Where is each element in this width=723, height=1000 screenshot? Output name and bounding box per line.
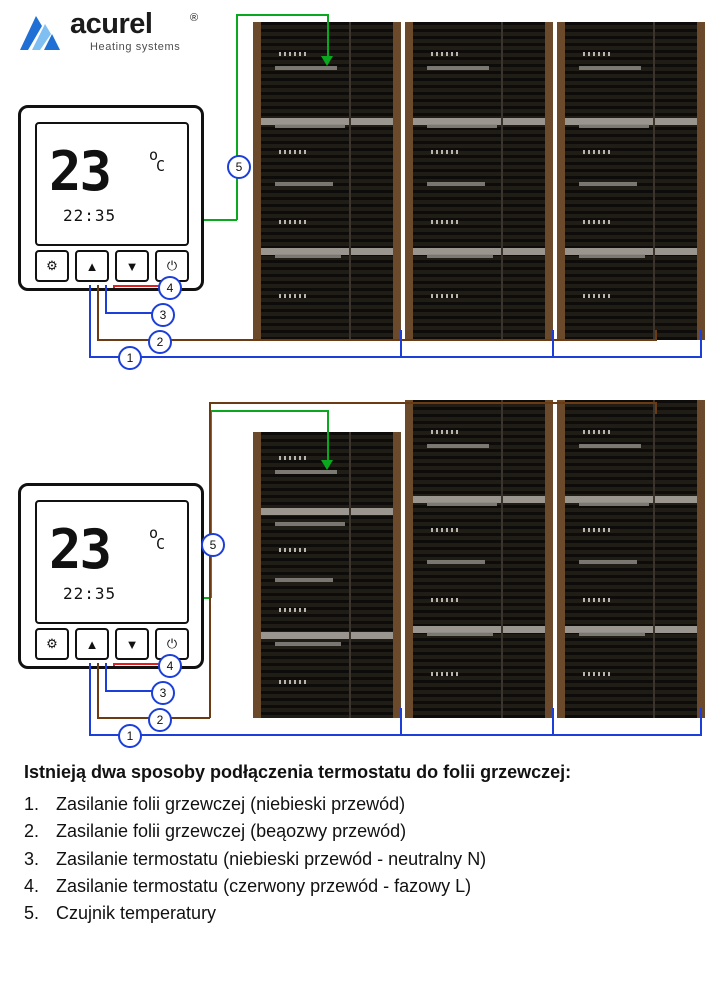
mat-dots — [431, 430, 461, 434]
film-wire-brown — [210, 402, 657, 404]
brand-logo — [18, 8, 218, 68]
film-wire-brown — [655, 330, 657, 340]
mat-print — [579, 182, 637, 186]
mat-print — [427, 254, 493, 258]
mat-print — [579, 66, 641, 70]
temperature-unit: C — [156, 157, 166, 175]
mat-divider — [501, 400, 503, 718]
callout-2: 2 — [148, 708, 172, 732]
mat-dots — [279, 548, 309, 552]
heating-film-mat — [557, 400, 705, 718]
brand-name: acurel — [70, 8, 153, 40]
mat-dots — [583, 430, 613, 434]
degree-symbol: o — [149, 524, 159, 542]
mat-dots — [583, 598, 613, 602]
clock-value: 22:35 — [63, 584, 117, 603]
mat-dots — [279, 150, 309, 154]
film-wire-blue — [552, 708, 554, 735]
legend-item — [24, 873, 704, 900]
mat-edge-right — [697, 22, 705, 340]
power-wire-red — [113, 285, 160, 287]
power-wire-blue — [105, 312, 152, 314]
callout-5: 5 — [201, 533, 225, 557]
thermostat-top[interactable] — [18, 105, 204, 291]
sensor-wire-green — [327, 14, 329, 58]
power-wire-blue — [105, 690, 152, 692]
mat-print — [579, 502, 649, 506]
mat-print — [579, 254, 645, 258]
brand-registered: ® — [190, 12, 199, 24]
mat-print — [427, 502, 497, 506]
mat-print — [275, 470, 337, 474]
legend-item-number: 5. — [24, 903, 40, 924]
down-button[interactable]: ▼ — [115, 628, 149, 660]
mat-divider — [349, 22, 351, 340]
mat-print — [579, 444, 641, 448]
mat-print — [579, 124, 649, 128]
up-button[interactable]: ▲ — [75, 250, 109, 282]
callout-1: 1 — [118, 346, 142, 370]
mat-print — [579, 632, 645, 636]
heating-film-mat — [557, 22, 705, 340]
legend-item-number: 2. — [24, 821, 40, 842]
mat-edge-left — [405, 400, 413, 718]
film-wire-blue — [700, 708, 702, 735]
mat-dots — [431, 528, 461, 532]
mat-divider — [653, 22, 655, 340]
callout-5: 5 — [227, 155, 251, 179]
mat-dots — [583, 672, 613, 676]
sensor-wire-green — [327, 410, 329, 462]
up-button[interactable]: ▲ — [75, 628, 109, 660]
heating-film-mat — [253, 432, 401, 718]
power-wire-blue — [105, 663, 107, 690]
mat-dots — [583, 150, 613, 154]
mat-dots — [583, 294, 613, 298]
mat-print — [427, 182, 485, 186]
mat-print — [275, 522, 345, 526]
sensor-wire-green — [236, 14, 238, 220]
legend-item-number: 1. — [24, 794, 40, 814]
mat-print — [275, 124, 345, 128]
mat-print — [579, 560, 637, 564]
power-button[interactable]: ⏻ — [155, 250, 189, 282]
sensor-arrow-icon — [321, 56, 333, 66]
legend-item-text: Zasilanie folii grzewczej (beąozwy przewód) — [56, 821, 407, 842]
film-wire-brown — [655, 402, 657, 414]
film-wire-blue — [89, 734, 702, 736]
legend-item — [24, 818, 704, 845]
legend-item — [24, 846, 704, 873]
film-wire-blue — [400, 330, 402, 357]
legend-item-text: Czujnik temperatury — [56, 903, 217, 924]
legend-title: Istnieją dwa sposoby podłączenia termostatu do folii grzewczej: — [24, 762, 572, 782]
mat-divider — [653, 400, 655, 718]
sensor-wire-green — [236, 14, 328, 16]
mat-print — [275, 642, 341, 646]
heating-film-mat — [253, 22, 401, 340]
clock-value: 22:35 — [63, 206, 117, 225]
callout-4: 4 — [158, 276, 182, 300]
temperature-value: 23 — [49, 140, 111, 203]
mat-print — [275, 182, 333, 186]
mat-dots — [279, 680, 309, 684]
film-wire-blue — [89, 285, 91, 357]
legend-item-number: 4. — [24, 876, 40, 897]
mat-core — [261, 432, 393, 718]
legend-item-number: 3. — [24, 848, 40, 869]
mat-busbar — [261, 632, 393, 639]
mat-dots — [583, 220, 613, 224]
film-wire-brown — [97, 339, 657, 341]
mat-dots — [279, 456, 309, 460]
callout-4: 4 — [158, 654, 182, 678]
callout-3: 3 — [151, 303, 175, 327]
film-wire-blue — [400, 708, 402, 735]
film-wire-brown — [97, 285, 99, 340]
mat-edge-right — [393, 22, 401, 340]
mat-dots — [431, 150, 461, 154]
mat-edge-left — [253, 432, 261, 718]
legend-item — [24, 900, 704, 927]
film-wire-brown — [209, 402, 211, 718]
thermostat-display — [35, 122, 189, 246]
mat-dots — [583, 528, 613, 532]
mat-print — [275, 254, 341, 258]
thermostat-display — [35, 500, 189, 624]
brand-tagline: Heating systems — [90, 41, 181, 53]
power-wire-red — [113, 663, 160, 665]
mat-print — [427, 444, 489, 448]
mat-dots — [279, 608, 309, 612]
degree-symbol: o — [149, 146, 159, 164]
mat-edge-left — [557, 400, 565, 718]
legend-item — [24, 791, 704, 818]
temperature-value: 23 — [49, 518, 111, 581]
heating-film-mat — [405, 22, 553, 340]
film-wire-blue — [89, 356, 702, 358]
mat-dots — [279, 52, 309, 56]
mat-edge-left — [405, 22, 413, 340]
settings-button[interactable]: ⚙ — [35, 250, 69, 282]
mat-print — [427, 124, 497, 128]
mat-edge-left — [557, 22, 565, 340]
mat-edge-right — [545, 400, 553, 718]
acurel-logo-icon — [18, 10, 64, 56]
mat-busbar — [261, 508, 393, 515]
film-wire-blue — [552, 330, 554, 357]
mat-dots — [431, 598, 461, 602]
mat-edge-right — [545, 22, 553, 340]
film-wire-blue — [89, 663, 91, 735]
mat-dots — [279, 220, 309, 224]
mat-print — [275, 66, 337, 70]
sensor-wire-green — [210, 410, 328, 412]
mat-edge-right — [697, 400, 705, 718]
mat-dots — [431, 672, 461, 676]
mat-dots — [431, 294, 461, 298]
power-wire-blue — [105, 285, 107, 312]
mat-edge-right — [393, 432, 401, 718]
legend-item-text: Zasilanie termostatu (niebieski przewód - neutralny N) — [56, 848, 487, 869]
sensor-wire-green — [200, 219, 237, 221]
temperature-unit: C — [156, 535, 166, 553]
callout-3: 3 — [151, 681, 175, 705]
mat-dots — [431, 52, 461, 56]
mat-print — [275, 578, 333, 582]
sensor-arrow-icon — [321, 460, 333, 470]
mat-dots — [583, 52, 613, 56]
legend — [24, 762, 704, 928]
mat-dots — [279, 294, 309, 298]
down-button[interactable]: ▼ — [115, 250, 149, 282]
heating-film-mat — [405, 400, 553, 718]
film-wire-brown — [97, 663, 99, 718]
settings-button[interactable]: ⚙ — [35, 628, 69, 660]
legend-item-text: Zasilanie termostatu (czerwony przewód - fazowy L) — [56, 876, 472, 897]
film-wire-blue — [700, 330, 702, 357]
mat-divider — [349, 432, 351, 718]
legend-item-text: Zasilanie folii grzewczej (niebieski przewód) — [56, 794, 406, 814]
mat-divider — [501, 22, 503, 340]
mat-print — [427, 66, 489, 70]
legend-list — [24, 791, 704, 928]
mat-print — [427, 632, 493, 636]
callout-2: 2 — [148, 330, 172, 354]
thermostat-bottom[interactable] — [18, 483, 204, 669]
mat-edge-left — [253, 22, 261, 340]
callout-1: 1 — [118, 724, 142, 748]
power-button[interactable]: ⏻ — [155, 628, 189, 660]
mat-print — [427, 560, 485, 564]
mat-dots — [431, 220, 461, 224]
